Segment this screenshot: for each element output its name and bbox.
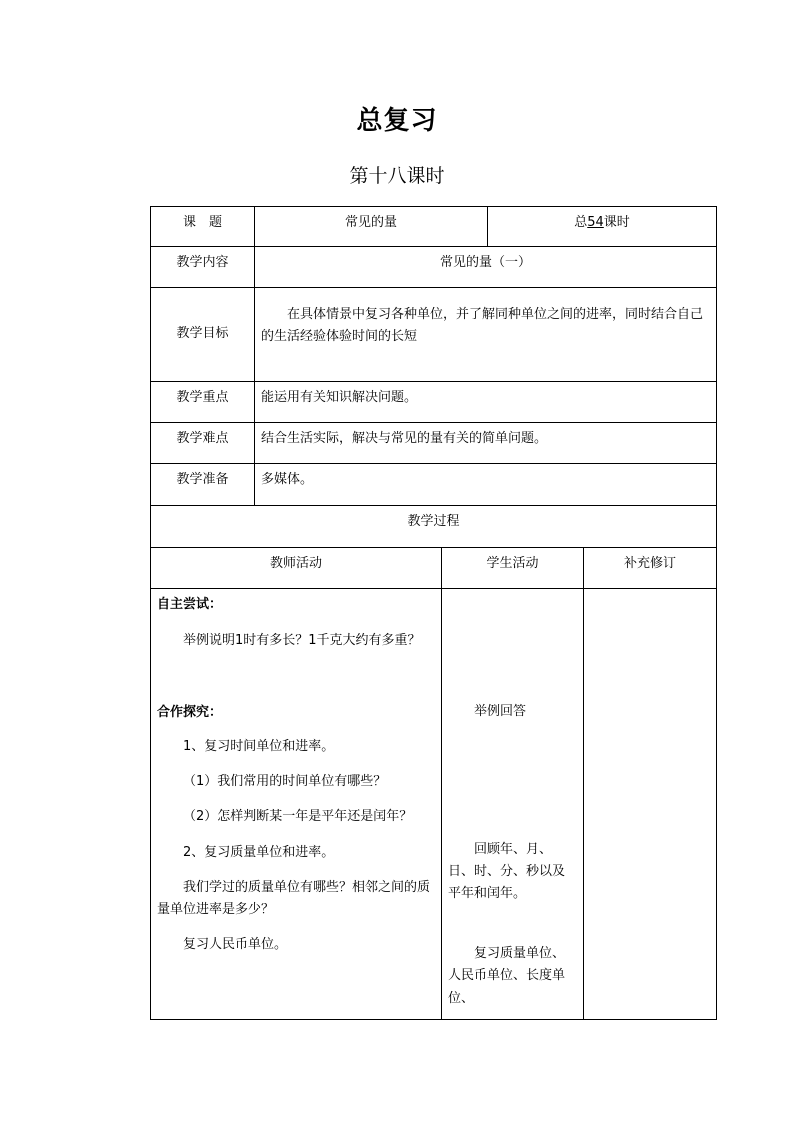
teacher-paragraph: 我们学过的质量单位有哪些？相邻之间的质量单位进率是多少？ [157, 879, 431, 917]
prep-row [151, 464, 717, 506]
teacher-paragraph: 1、复习时间单位和进率。 [183, 739, 335, 755]
teacher-paragraph: 2、复习质量单位和进率。 [183, 844, 335, 860]
lesson-plan-table [150, 206, 717, 1020]
content-value: 常见的量（一） [255, 247, 717, 288]
student-item: 回顾年、月、日、时、分、秒以及平年和闰年。 [448, 842, 566, 902]
difficulty-value: 结合生活实际，解决与常见的量有关的简单问题。 [255, 423, 717, 464]
student-activity-cell [442, 589, 584, 1020]
difficulty-row [151, 423, 717, 464]
student-item: 举例回答 [474, 704, 527, 719]
key-label: 教学重点 [151, 382, 255, 423]
process-heading: 教学过程 [151, 506, 717, 548]
goal-row [151, 288, 717, 382]
goal-value: 在具体情景中复习各种单位，并了解同种单位之间的进率，同时结合自己的生活经验体验时间的长短 [255, 288, 717, 382]
content-label: 教学内容 [151, 247, 255, 288]
document-title: 总复习 [356, 106, 438, 136]
key-row [151, 382, 717, 423]
teacher-paragraph: 举例说明1时有多长？1千克大约有多重？ [183, 633, 421, 649]
col-student-activity: 学生活动 [442, 548, 584, 589]
process-columns-row [151, 548, 717, 589]
col-notes: 补充修订 [584, 548, 717, 589]
topic-value: 常见的量 [255, 207, 488, 247]
document-subtitle: 第十八课时 [349, 165, 445, 187]
key-value: 能运用有关知识解决问题。 [255, 382, 717, 423]
difficulty-label: 教学难点 [151, 423, 255, 464]
prep-value: 多媒体。 [255, 464, 717, 506]
student-item: 复习质量单位、人民币单位、长度单位、 [448, 946, 566, 1006]
content-row [151, 247, 717, 288]
total-lessons [488, 207, 717, 247]
total-prefix: 总 [574, 215, 588, 230]
total-suffix: 课时 [603, 215, 630, 230]
col-teacher-activity: 教师活动 [151, 548, 442, 589]
process-heading-row [151, 506, 717, 548]
topic-label: 课 题 [151, 207, 255, 247]
section-self-try: 自主尝试： [157, 597, 223, 612]
process-body-row [151, 589, 717, 1020]
teacher-paragraph: （2）怎样判断某一年是平年还是闰年？ [183, 809, 413, 825]
topic-row [151, 207, 717, 247]
goal-label: 教学目标 [151, 288, 255, 382]
teacher-paragraph: （1）我们常用的时间单位有哪些？ [183, 774, 387, 790]
teacher-paragraph: 复习人民币单位。 [183, 936, 288, 952]
teacher-activity-cell [151, 589, 442, 1020]
notes-cell [584, 589, 717, 1020]
section-cooperative: 合作探究： [157, 705, 223, 721]
total-number: 54 [587, 215, 604, 230]
prep-label: 教学准备 [151, 464, 255, 506]
